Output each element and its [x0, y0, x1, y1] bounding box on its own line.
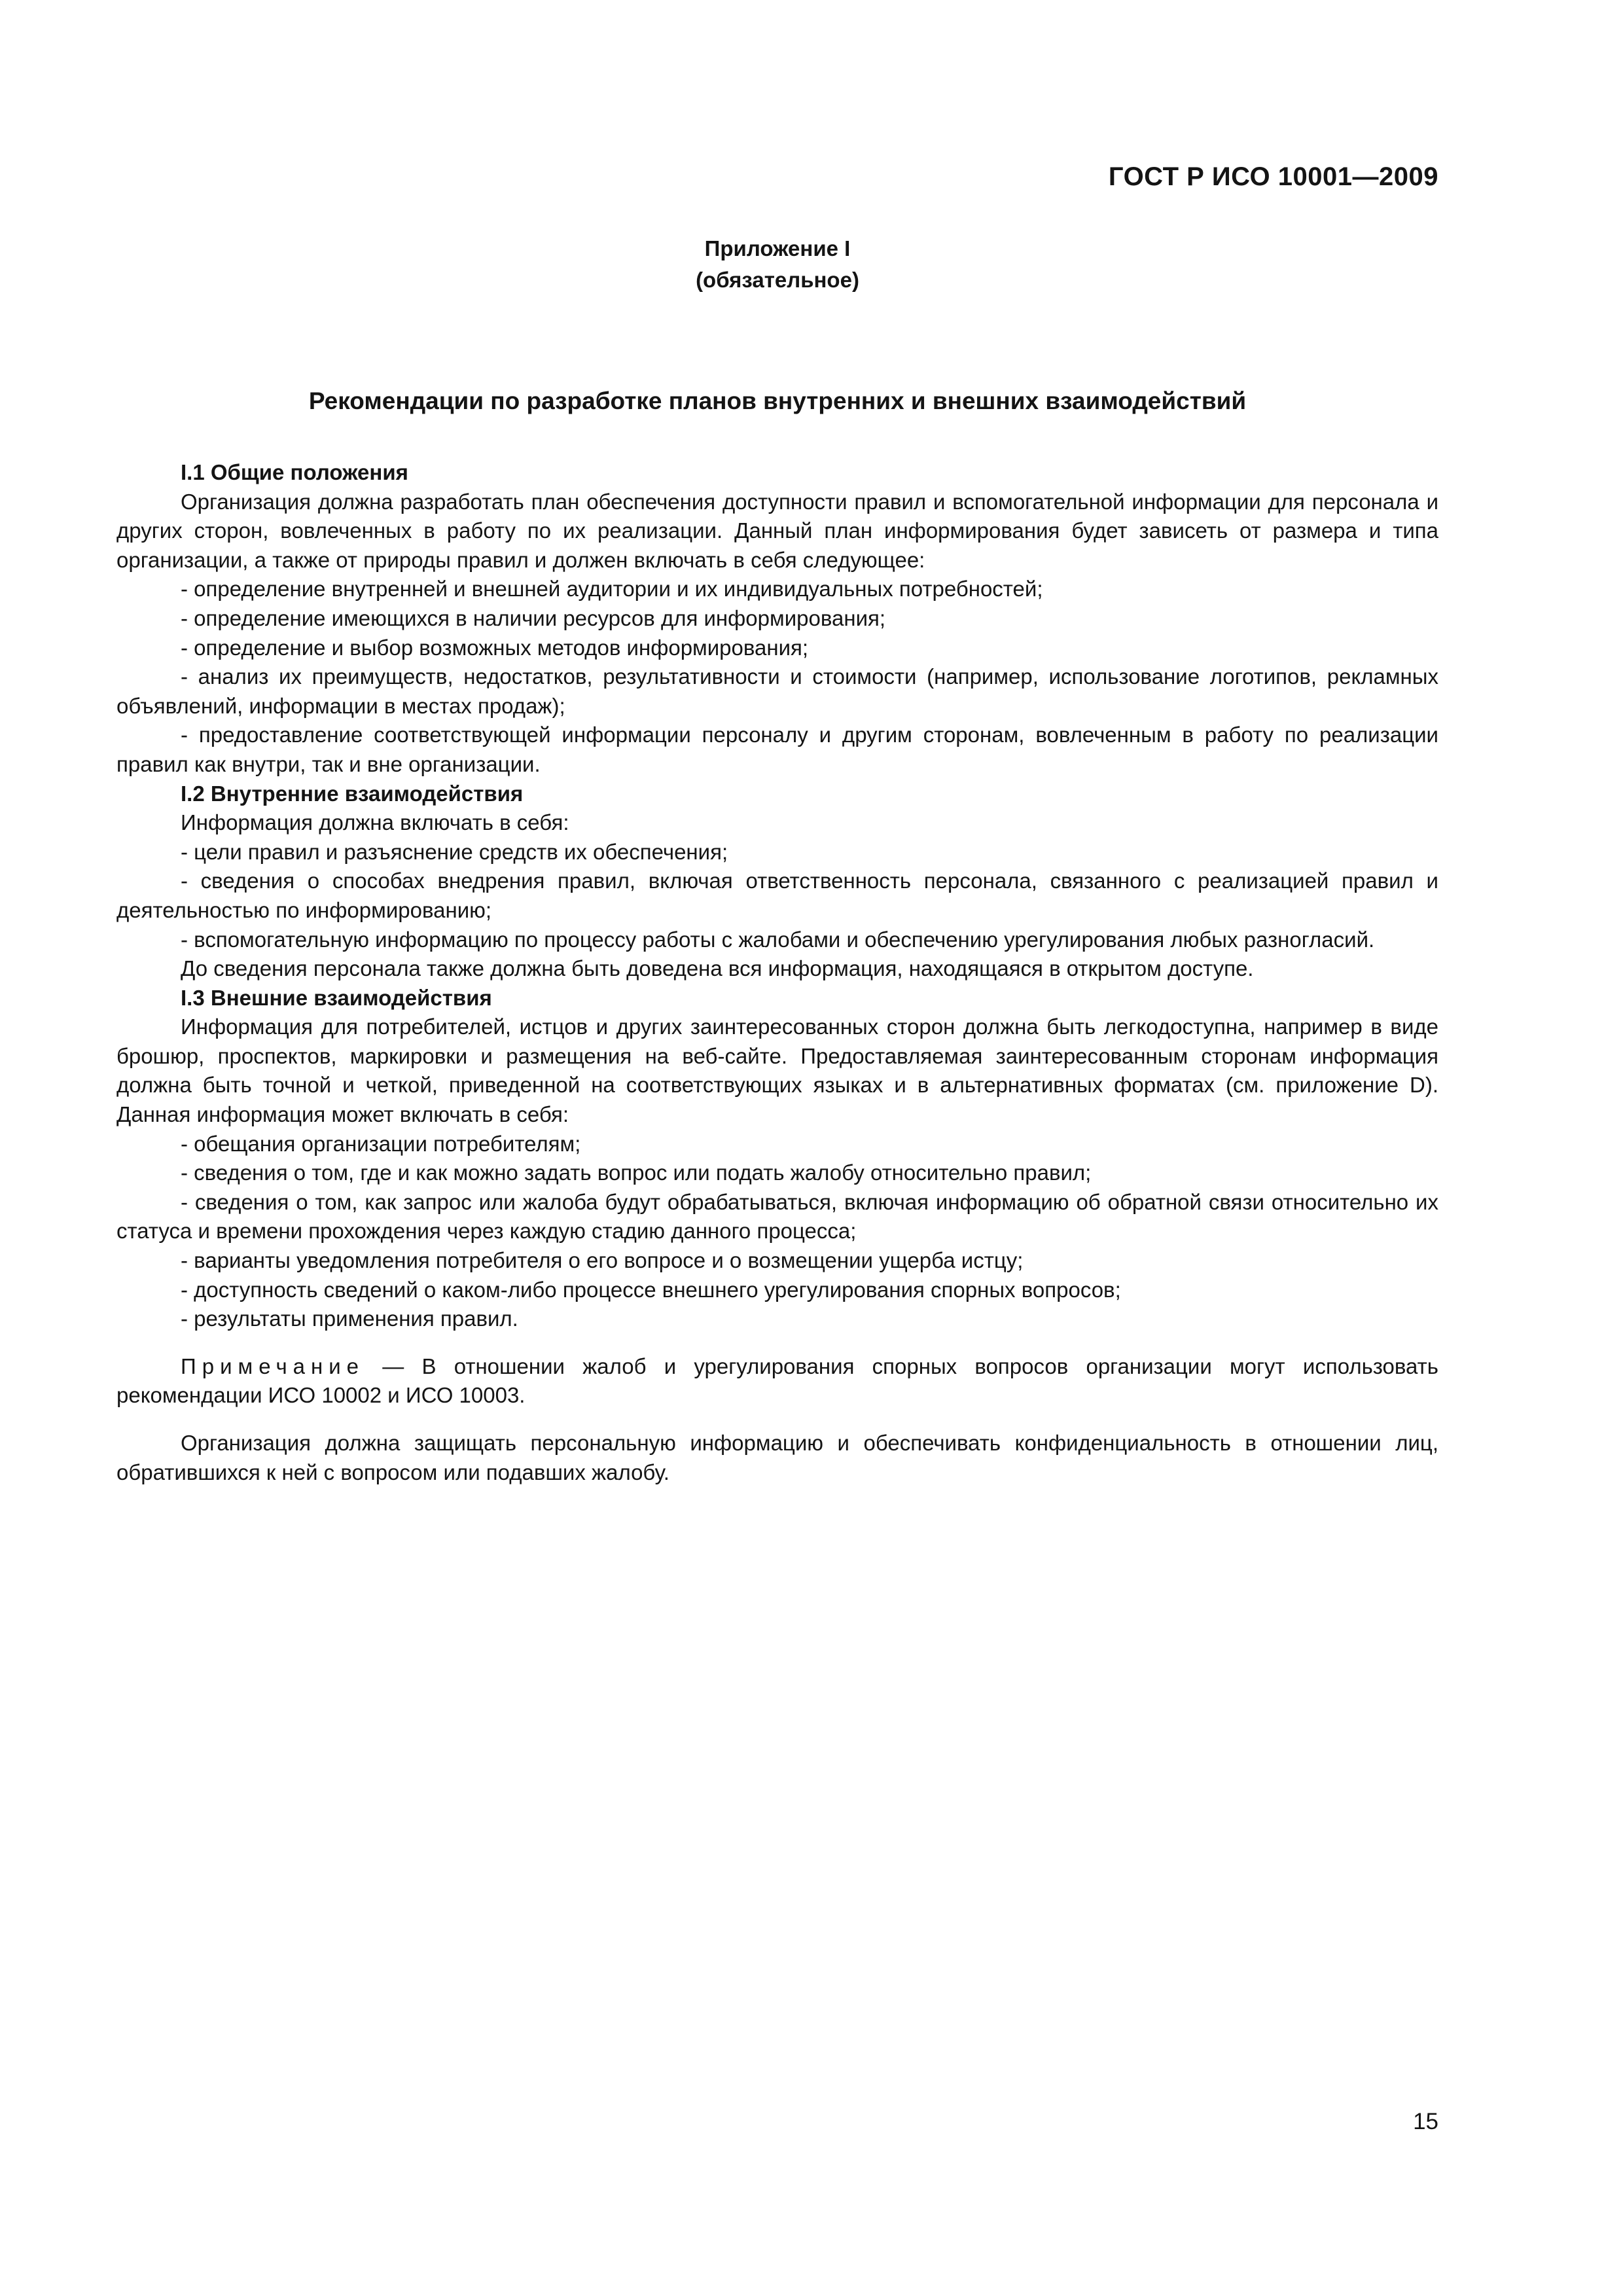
list-item: - анализ их преимуществ, недостатков, результативности и стоимости (например, использование логотипов, рекламных объявлений, информации в местах продаж);: [116, 664, 1438, 718]
list-item: - варианты уведомления потребителя о его вопросе и о возмещении ущерба истцу;: [181, 1248, 1024, 1273]
section-heading-internal: I.2 Внутренние взаимодействия: [181, 781, 524, 806]
list-item: - сведения о том, как запрос или жалоба будут обрабатываться, включая информацию об обратной связи относительно их статуса и времени прохождения через каждую стадию данного процесса;: [116, 1189, 1438, 1244]
list-item: - обещания организации потребителям;: [181, 1131, 581, 1156]
appendix-title: Рекомендации по разработке планов внутренних и внешних взаимодействий: [308, 387, 1247, 414]
list-item: - сведения о том, где и как можно задать вопрос или подать жалобу относительно правил;: [181, 1160, 1092, 1185]
list-item: - предоставление соответствующей информации персоналу и другим сторонам, вовлеченным в работу по реализации правил как внутри, так и вне организации.: [116, 723, 1438, 776]
paragraph: Информация должна включать в себя:: [181, 810, 569, 835]
document-page: [116, 0, 1438, 2296]
paragraph: Информация для потребителей, истцов и других заинтересованных сторон должна быть легкодоступна, например в виде брошюр, проспектов, маркировки и размещения на веб-сайте. Предоставляемая заинтересованным сторонам информация должна быть точной и четкой, приведенной на соответствующих языках и в альтернативных форматах (см. приложение D). Данная информация может включать в себя:: [116, 1014, 1438, 1127]
document-body: [116, 458, 1438, 1487]
final-paragraph: Организация должна защищать персональную информацию и обеспечивать конфиденциальность в отношении лиц, обратившихся к ней с вопросом или подавших жалобу.: [116, 1431, 1438, 1484]
list-item: - результаты применения правил.: [181, 1306, 518, 1331]
document-code: ГОСТ Р ИСО 10001—2009: [1108, 162, 1438, 191]
list-item: - определение и выбор возможных методов информирования;: [181, 635, 809, 660]
appendix-status: (обязательное): [696, 268, 859, 292]
list-item: - сведения о способах внедрения правил, включая ответственность персонала, связанного с реализацией правил и деятельностью по информированию;: [116, 869, 1438, 922]
section-heading-general: I.1 Общие положения: [181, 460, 408, 484]
list-item: - доступность сведений о каком-либо процессе внешнего урегулирования спорных вопросов;: [181, 1277, 1121, 1302]
list-item: - определение имеющихся в наличии ресурсов для информирования;: [181, 605, 886, 630]
paragraph: До сведения персонала также должна быть доведена вся информация, находящаяся в открытом доступе.: [181, 956, 1254, 981]
list-item: - вспомогательную информацию по процессу работы с жалобами и обеспечению урегулирования любых разногласий.: [181, 927, 1375, 952]
note-text: — В отношении жалоб и урегулирования спорных вопросов организации могут использовать рекомендации ИСО 10002 и ИСО 10003.: [116, 1354, 1438, 1408]
appendix-label: Приложение I: [704, 236, 851, 260]
list-item: - определение внутренней и внешней аудитории и их индивидуальных потребностей;: [181, 577, 1043, 601]
note: [116, 1352, 1438, 1410]
list-item: - цели правил и разъяснение средств их обеспечения;: [181, 839, 728, 864]
note-label: Примечание: [181, 1354, 365, 1378]
appendix-header: [116, 233, 1438, 296]
paragraph: Организация должна разработать план обеспечения доступности правил и вспомогательной информации для персонала и других сторон, вовлеченных в работу по их реализации. Данный план информирования будет зависеть от размера и типа организации, а также от природы правил и должен включать в себя следующее:: [116, 489, 1438, 572]
section-heading-external: I.3 Внешние взаимодействия: [181, 985, 492, 1010]
page-number: 15: [1413, 2109, 1438, 2134]
